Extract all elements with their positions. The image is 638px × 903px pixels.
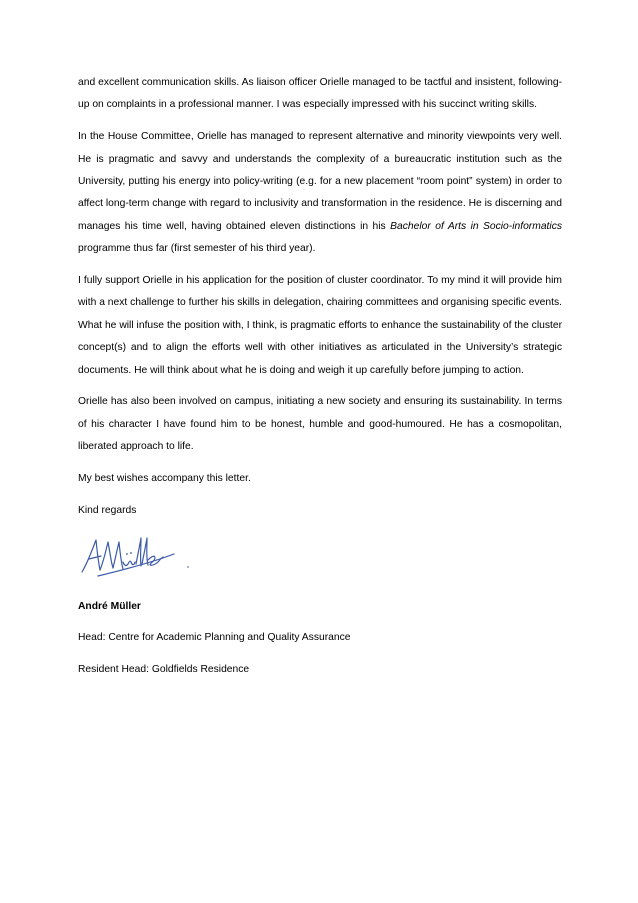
paragraph-communication-skills: and excellent communication skills. As liaison officer Orielle managed to be tactful and insistent, following-up on complaints in a professional manner. I was especially impressed with his succinct writing skills. bbox=[78, 77, 562, 111]
paragraph-best-wishes: My best wishes accompany this letter. bbox=[78, 473, 251, 485]
paragraph-campus-involvement: Orielle has also been involved on campus, initiating a new society and ensuring its sustainability. In terms of his character I have found him to be honest, humble and good-humoured. He has a cosmopolitan, liberated approach to life. bbox=[78, 396, 562, 453]
paragraph-support: I fully support Orielle in his application for the position of cluster coordinator. To my mind it will provide him with a next challenge to further his skills in delegation, chairing committees and organising specific events. What he will infuse the position with, I think, is pragmatic efforts to enhance the sustainability of the cluster concept(s) and to align the efforts well with other initiatives as articulated in the University’s strategic documents. He will think about what he is doing and weigh it up carefully before jumping to action. bbox=[78, 275, 562, 376]
paragraph-house-committee-text: In the House Committee, Orielle has managed to represent alternative and minority viewpoints very well. He is pragmatic and savvy and understands the complexity of a bureaucratic institution such as the University, putting his energy into policy-writing (e.g. for a new placement “room point” system) in order to affect long-term change with regard to inclusivity and transformation in the residence. He is discerning and manages his time well, having obtained eleven distinctions in his bbox=[78, 131, 562, 232]
degree-name: Bachelor of Arts in Socio-informatics bbox=[390, 220, 562, 232]
paragraph-house-committee bbox=[78, 126, 562, 260]
letter-body bbox=[78, 72, 562, 691]
paragraph-house-committee-tail: programme thus far (first semester of his third year). bbox=[78, 243, 316, 255]
closing-kind-regards: Kind regards bbox=[78, 504, 137, 516]
signatory-title-1: Head: Centre for Academic Planning and Quality Assurance bbox=[78, 632, 351, 644]
signatory-title-2: Resident Head: Goldfields Residence bbox=[78, 664, 250, 676]
signatory-name: André Müller bbox=[78, 600, 141, 612]
handwritten-signature bbox=[78, 532, 198, 582]
